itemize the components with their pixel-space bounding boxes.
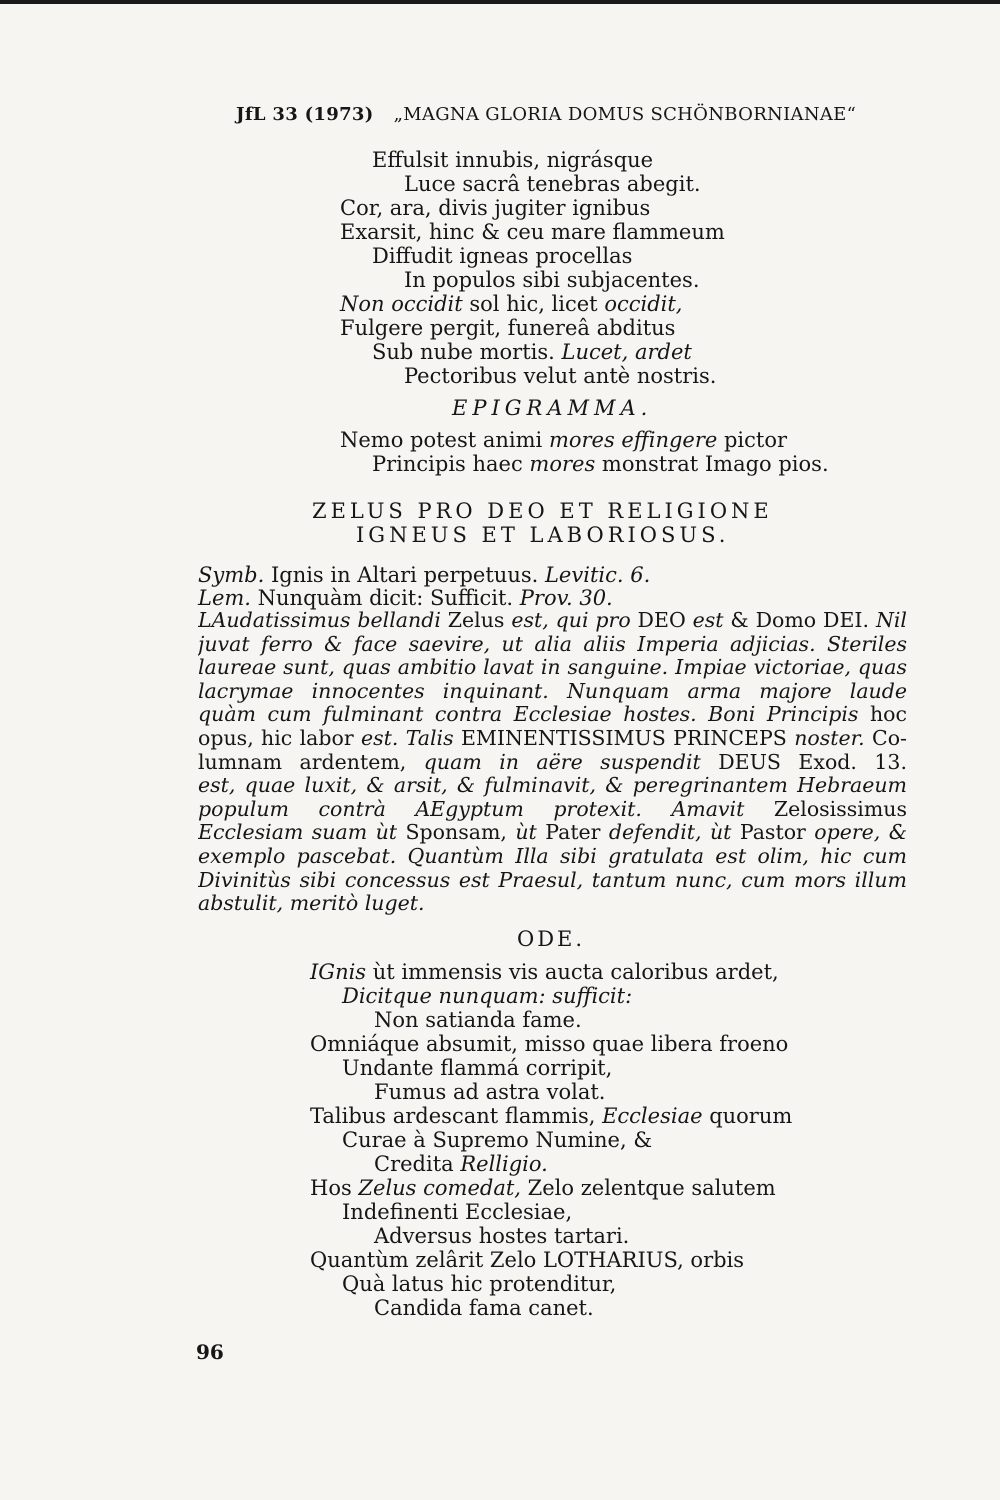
italic: quam in aëre suspendit [423, 750, 701, 774]
symb-line [198, 563, 650, 587]
epigramma-title: EPIGRAMMA. [452, 396, 653, 420]
poem-line: Diffudit igneas procellas [372, 244, 633, 268]
text: Sponsam, [405, 821, 507, 845]
poem-line [372, 340, 692, 364]
text: EMINENTISSIMUS PRINCEPS [453, 726, 795, 750]
poem-line: Pectoribus velut antè nostris. [404, 364, 717, 388]
ode-line [310, 960, 779, 984]
text: Ignis in Altari perpetuus. [264, 563, 545, 587]
ode-line [374, 1152, 548, 1176]
italic-phrase: occidit, [604, 292, 683, 316]
italic: defendit, [600, 821, 710, 845]
italic: Zelus comedat, [358, 1176, 521, 1200]
prose-line [198, 821, 907, 845]
text: Hos [310, 1176, 359, 1200]
ode-line [310, 1176, 776, 1200]
ode-line: Curae à Supremo Numine, & [342, 1128, 653, 1152]
text: pictor [717, 428, 788, 452]
prose-line [198, 727, 907, 751]
italic: ùt [709, 821, 732, 845]
ode-line: Indefinenti Ecclesiae, [342, 1200, 573, 1224]
text: Nemo potest animi [340, 428, 549, 452]
italic-phrase: Non occidit [340, 292, 463, 316]
prose-line: juvat ferro & face saevire, ut alia aliis Imperia adjicias. Steriles [198, 632, 907, 656]
prose-line: exemplo pascebat. Quantùm Illa sibi gratulata est olim, hic cum [198, 844, 907, 868]
header-title: „MAGNA GLORIA DOMUS SCHÖNBORNIANAE“ [393, 104, 857, 125]
poem-line: Exarsit, hinc & ceu mare flammeum [340, 220, 725, 244]
text: Zelo zelentque salutem [520, 1176, 776, 1200]
italic: IGnis [310, 960, 367, 984]
ode-title: ODE. [517, 927, 586, 951]
section-title-line1: ZELUS PRO DEO ET RELIGIONE [312, 499, 773, 523]
italic: est. Talis [360, 726, 454, 750]
symb-reference: Levitic. 6. [544, 563, 651, 587]
text: hoc [858, 703, 907, 727]
text: Zelosissimus [773, 797, 907, 821]
text: Pastor [731, 821, 815, 845]
lem-line [198, 586, 613, 610]
ode-line: Quà latus hic protenditur, [342, 1272, 617, 1296]
text: & Domo DEI. [723, 609, 876, 632]
text: Nunquàm dicit: Sufficit. [250, 586, 520, 610]
poem-line: Effulsit innubis, nigrásque [372, 148, 654, 172]
italic-phrase: mores effingere [548, 428, 718, 452]
ode-line: Omniáque absumit, misso quae libera froeno [310, 1032, 789, 1056]
epigramma-line [340, 428, 787, 452]
ode-line: Quantùm zelârit Zelo LOTHARIUS, orbis [310, 1248, 745, 1272]
prose-line [198, 609, 907, 633]
text: DEO [630, 609, 693, 632]
text: Co- [864, 726, 907, 750]
ode-line: Adversus hostes tartari. [374, 1224, 630, 1248]
text: Principis haec [372, 452, 530, 476]
italic: quàm cum fulminant contra Ecclesiae hostes. Boni Principis [198, 703, 859, 727]
ode-line [310, 1104, 792, 1128]
running-header [236, 103, 856, 127]
epigramma-line [372, 452, 829, 476]
italic-phrase: mores [529, 452, 596, 476]
page-number: 96 [196, 1340, 224, 1364]
prose-line: abstulit, meritò luget. [198, 892, 425, 916]
text: Zelus [440, 609, 512, 632]
italic: opere, & [814, 821, 907, 845]
text: DEUS Exod. 13. [700, 750, 907, 774]
ode-line: Dicitque nunquam: sufficit: [342, 984, 633, 1008]
poem-text: Sub nube mortis. [372, 340, 555, 364]
italic: Ecclesiam suam [198, 821, 368, 845]
ode-line: Fumus ad astra volat. [374, 1080, 606, 1104]
text: ùt immensis vis aucta caloribus ardet, [366, 960, 779, 984]
italic: Nil [875, 609, 907, 632]
italic: est, qui pro [511, 609, 631, 632]
symb-label: Symb. [198, 563, 265, 587]
italic: Ecclesiae [602, 1104, 703, 1128]
italic: ùt [367, 821, 406, 845]
journal-ref: JfL 33 (1973) [236, 104, 374, 125]
prose-line: lacrymae innocentes inquinant. Nunquam arma majore laude [198, 679, 907, 703]
italic: populum contrà AEgyptum protexit. Amavit [198, 797, 745, 821]
section-title-line2: IGNEUS ET LABORIOSUS. [356, 523, 730, 547]
poem-line: In populos sibi subjacentes. [404, 268, 700, 292]
italic: LAudatissimus bellandi [198, 609, 441, 632]
italic: Relligio. [460, 1152, 548, 1176]
italic: est [692, 609, 724, 632]
text: Pater [545, 821, 601, 845]
lem-reference: Prov. 30. [519, 586, 613, 610]
poem-line: Cor, ara, divis jugiter ignibus [340, 196, 651, 220]
text: Credita [374, 1152, 461, 1176]
poem-line: Luce sacrâ tenebras abegit. [404, 172, 701, 196]
lem-label: Lem. [198, 586, 251, 610]
text: Talibus ardescant flammis, [310, 1104, 603, 1128]
italic-phrase: Lucet, ardet [561, 340, 692, 364]
prose-line: est, quae luxit, & arsit, & fulminavit, & peregrinantem Hebraeum [198, 774, 907, 798]
prose-line: Divinitùs sibi concessus est Praesul, tantum nunc, cum mors illum [198, 868, 907, 892]
prose-line: laureae sunt, quas ambitio lavat in sanguine. Impiae victoriae, quas [198, 656, 907, 680]
poem-line: Fulgere pergit, funereâ abditus [340, 316, 676, 340]
italic: noster. [794, 726, 865, 750]
text: quorum [702, 1104, 793, 1128]
prose-line [198, 798, 907, 822]
italic: ùt [506, 821, 546, 845]
ode-line: Candida fama canet. [374, 1296, 594, 1320]
text: opus, hic labor [198, 726, 361, 750]
poem-text: sol hic, licet [469, 292, 598, 316]
ode-line: Non satianda fame. [374, 1008, 582, 1032]
prose-paragraph [198, 609, 907, 916]
ode-line: Undante flammá corripit, [342, 1056, 613, 1080]
poem-line [340, 292, 682, 316]
prose-line [198, 703, 907, 727]
prose-line [198, 751, 907, 775]
text: lumnam ardentem, [198, 750, 424, 774]
text: monstrat Imago pios. [595, 452, 829, 476]
